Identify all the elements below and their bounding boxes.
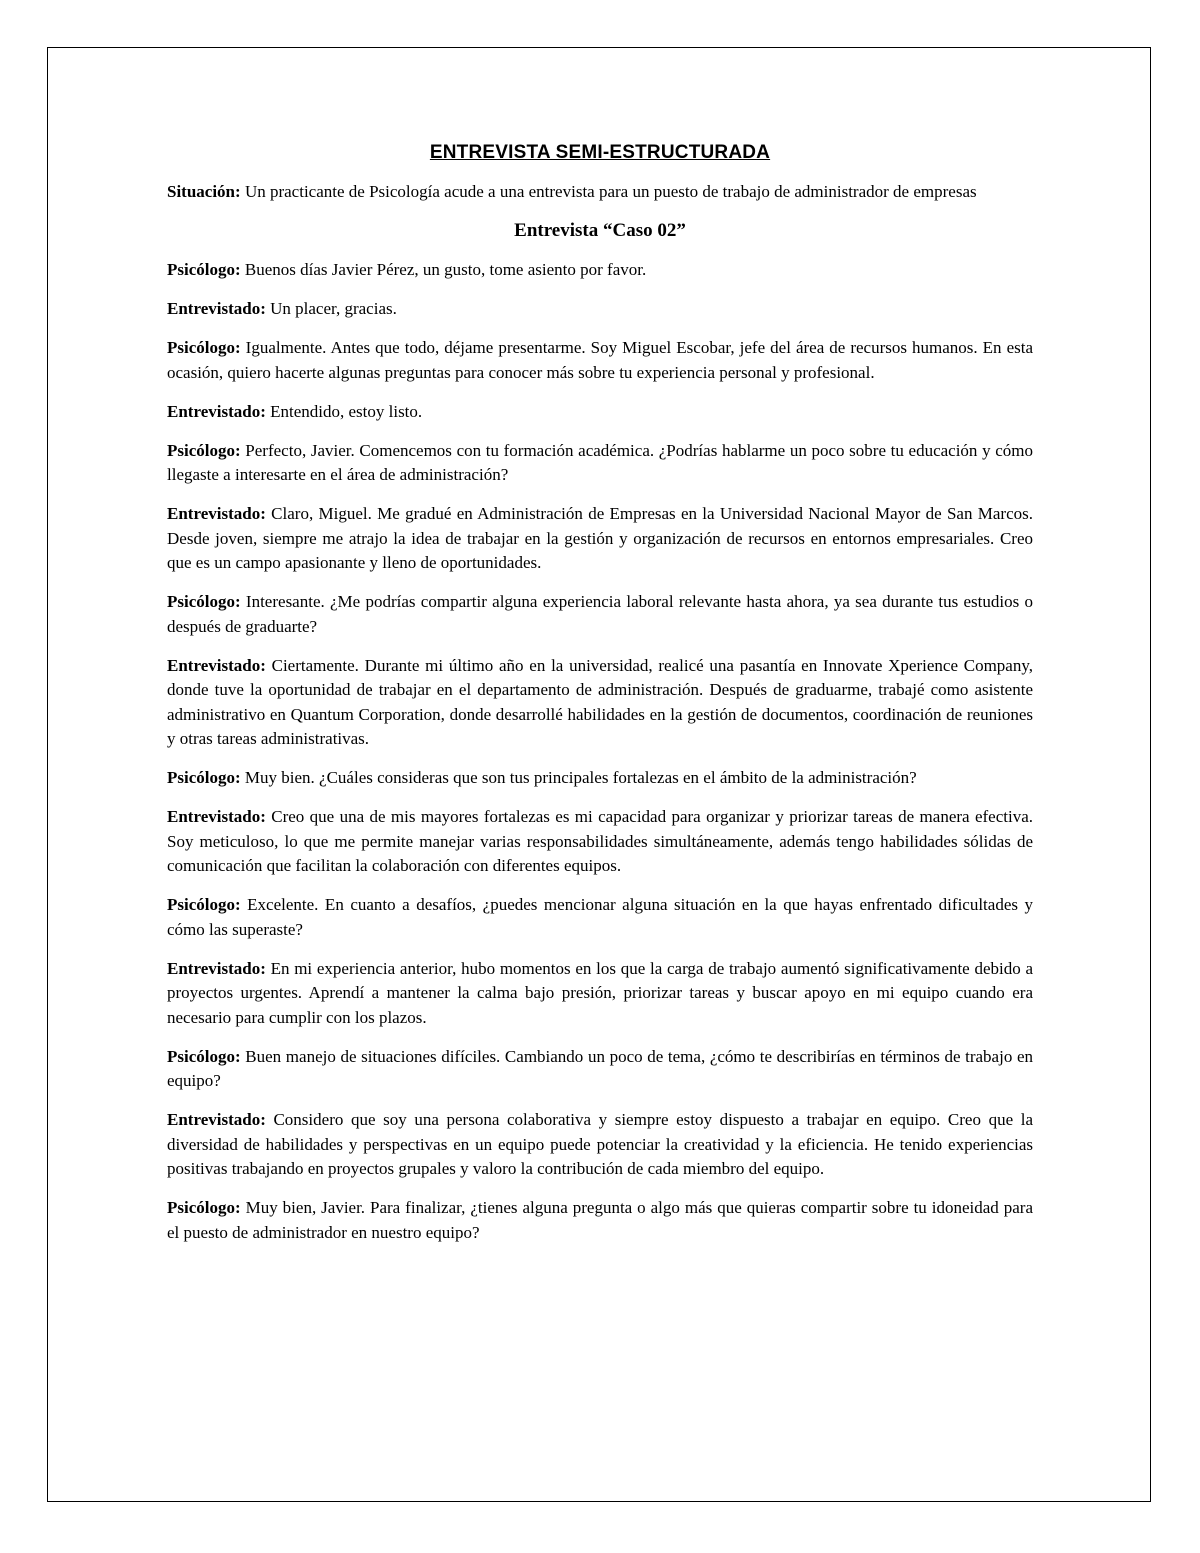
speaker-label: Psicólogo: [167, 440, 241, 460]
dialogue-turn [167, 336, 1033, 385]
turn-text: Perfecto, Javier. Comencemos con tu formación académica. ¿Podrías hablarme un poco sobre tu educación y cómo llegaste a interesarte en el área de administración? [167, 440, 1033, 484]
speaker-label: Psicólogo: [167, 768, 241, 787]
turn-text: Interesante. ¿Me podrías compartir alguna experiencia laboral relevante hasta ahora, ya sea durante tus estudios o después de graduarte? [167, 592, 1033, 636]
speaker-label: Entrevistado: [167, 807, 266, 826]
dialogue-turn [167, 957, 1033, 1031]
dialogue-turn [167, 654, 1033, 752]
dialogue-list [167, 258, 1033, 1245]
speaker-label: Psicólogo: [167, 338, 241, 357]
situation-label: Situación: [167, 182, 241, 201]
speaker-label: Psicólogo: [167, 895, 241, 914]
turn-text: Considero que soy una persona colaborativa y siempre estoy dispuesto a trabajar en equipo. Creo que la diversidad de habilidades y perspectivas en un equipo puede potenciar la creatividad y la eficiencia. He tenido experiencias positivas trabajando en proyectos grupales y valoro la contribución de cada miembro del equipo. [167, 1110, 1033, 1178]
speaker-label: Entrevistado: [167, 401, 266, 421]
document-body [167, 140, 1033, 1260]
turn-text: Ciertamente. Durante mi último año en la universidad, realicé una pasantía en Innovate Xperience Company, donde tuve la oportunidad de trabajar en el departamento de administración. Después de graduarme, trabajé como asistente administrativo en Quantum Corporation, donde desarrollé habilidades en la gestión de documentos, coordinación de reuniones y otras tareas administrativas. [167, 655, 1033, 748]
dialogue-turn [167, 1108, 1033, 1182]
dialogue-turn [167, 502, 1033, 576]
dialogue-turn [167, 893, 1033, 942]
dialogue-turn [167, 805, 1033, 879]
dialogue-turn [167, 1045, 1033, 1094]
turn-text: Buen manejo de situaciones difíciles. Cambiando un poco de tema, ¿cómo te describirías en términos de trabajo en equipo? [167, 1046, 1033, 1090]
dialogue-turn [167, 258, 1033, 283]
turn-text: Claro, Miguel. Me gradué en Administración de Empresas en la Universidad Nacional Mayor de San Marcos. Desde joven, siempre me atrajo la idea de trabajar en la gestión y organización de recursos en entornos empresariales. Creo que es un campo apasionante y lleno de oportunidades. [167, 504, 1033, 572]
dialogue-turn [167, 400, 1033, 425]
situation-paragraph [167, 180, 1033, 204]
speaker-label: Entrevistado: [167, 655, 266, 675]
speaker-label: Psicólogo: [167, 1046, 241, 1066]
speaker-label: Entrevistado: [167, 1110, 266, 1129]
document-title: ENTREVISTA SEMI-ESTRUCTURADA [429, 142, 771, 163]
turn-text: Igualmente. Antes que todo, déjame presentarme. Soy Miguel Escobar, jefe del área de recursos humanos. En esta ocasión, quiero hacerte algunas preguntas para conocer más sobre tu experiencia personal y profesional. [167, 338, 1033, 382]
interview-subtitle: Entrevista “Caso 02” [514, 220, 686, 241]
dialogue-turn [167, 590, 1033, 639]
turn-text: Buenos días Javier Pérez, un gusto, tome asiento por favor. [240, 260, 647, 279]
turn-text: Excelente. En cuanto a desafíos, ¿puedes mencionar alguna situación en la que hayas enfrentado dificultades y cómo las superaste? [167, 895, 1033, 939]
turn-text: Creo que una de mis mayores fortalezas es mi capacidad para organizar y priorizar tareas de manera efectiva. Soy meticuloso, lo que me permite manejar varias responsabilidades simultáneamente, además tengo habilidades sólidas de comunicación que facilitan la colaboración con diferentes equipos. [167, 807, 1033, 875]
turn-text: En mi experiencia anterior, hubo momentos en los que la carga de trabajo aumentó significativamente debido a proyectos urgentes. Aprendí a mantener la calma bajo presión, priorizar tareas y buscar apoyo en mi equipo cuando era necesario para cumplir con los plazos. [167, 958, 1033, 1027]
dialogue-turn [167, 297, 1033, 322]
turn-text: Muy bien, Javier. Para finalizar, ¿tienes alguna pregunta o algo más que quieras compartir sobre tu idoneidad para el puesto de administrador en nuestro equipo? [167, 1198, 1033, 1242]
turn-text: Entendido, estoy listo. [265, 401, 423, 421]
speaker-label: Entrevistado: [167, 504, 266, 523]
dialogue-turn [167, 1196, 1033, 1245]
speaker-label: Entrevistado: [167, 299, 266, 318]
dialogue-turn [167, 439, 1033, 488]
speaker-label: Psicólogo: [167, 260, 241, 279]
speaker-label: Psicólogo: [167, 1198, 241, 1217]
speaker-label: Entrevistado: [167, 958, 266, 978]
situation-text: Un practicante de Psicología acude a una entrevista para un puesto de trabajo de administrador de empresas [240, 182, 977, 201]
turn-text: Un placer, gracias. [265, 299, 397, 318]
turn-text: Muy bien. ¿Cuáles consideras que son tus principales fortalezas en el ámbito de la administración? [240, 768, 917, 787]
speaker-label: Psicólogo: [167, 592, 241, 611]
dialogue-turn [167, 766, 1033, 791]
